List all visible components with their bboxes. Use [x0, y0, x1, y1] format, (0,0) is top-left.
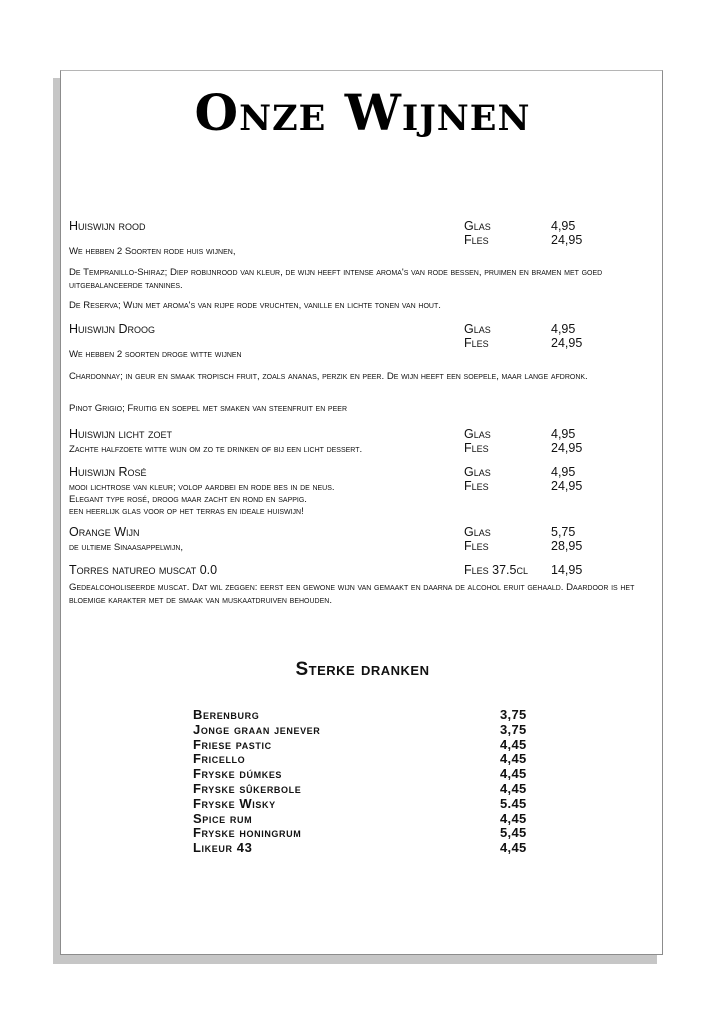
- glas-label: Glas: [464, 219, 491, 233]
- fles-label: Fles: [464, 441, 489, 455]
- wine-name-huiswijn-rose: Huiswijn Rosé: [69, 465, 147, 479]
- fles-price: 14,95: [551, 563, 583, 577]
- spirit-price: 4,45: [500, 736, 527, 752]
- spirit-price: 4,45: [500, 766, 527, 782]
- list-item: [193, 738, 538, 753]
- spirit-name: Fryske sûkerbole: [193, 780, 302, 796]
- list-item: [193, 752, 538, 767]
- spirit-name: Fryske dúmkes: [193, 766, 283, 782]
- list-item: [193, 797, 538, 812]
- spirit-price: 3,75: [500, 721, 527, 737]
- fles-label: Fles: [464, 233, 489, 247]
- spirit-name: Jonge graan jenever: [193, 721, 321, 737]
- wine-name-torres: Torres natureo muscat 0.0: [69, 563, 218, 577]
- wine-description: Zachte halfzoete witte wijn om zo te drinken of bij een licht dessert.: [69, 444, 363, 455]
- wine-description: De Reserva; Wijn met aroma's van rijpe rode vruchten, vanille en lichte tonen van hout.: [69, 300, 441, 311]
- spirit-price: 3,75: [500, 707, 527, 722]
- spirit-name: Spice rum: [193, 810, 253, 826]
- menu-page: [60, 70, 663, 955]
- glas-price: 4,95: [551, 427, 576, 441]
- list-item: [193, 826, 538, 841]
- wine-description: De Tempranillo-Shiraz; Diep robijnrood van kleur, de wijn heeft intense aroma's van rode bessen, pruimen en bramen met goed uitgebalanceerde tannines.: [69, 267, 603, 291]
- spirit-name: Friese pastic: [193, 736, 272, 752]
- wine-description: Elegant type rosé, droog maar zacht en rond en sappig.: [69, 494, 307, 505]
- list-item: [193, 841, 538, 856]
- list-item: [193, 723, 538, 738]
- spirit-name: Fricello: [193, 751, 246, 767]
- spirit-price: 4,45: [500, 840, 527, 856]
- glas-label: Glas: [464, 427, 491, 441]
- list-item: [193, 767, 538, 782]
- spirit-name: Fryske honingrum: [193, 825, 302, 841]
- wine-name-huiswijn-droog: Huiswijn Droog: [69, 322, 156, 336]
- list-item: [193, 782, 538, 797]
- wine-description: Gedealcoholiseerde muscat. Dat wil zeggen: eerst een gewone wijn van gemaakt en daarna de alcohol eruit gehaald. Daardoor is het bloemige karakter met de smaak van muskaatdruiven behouden.: [69, 582, 635, 606]
- fles-price: 24,95: [551, 479, 583, 493]
- wine-name-huiswijn-licht-zoet: Huiswijn licht zoet: [69, 427, 172, 441]
- fles-label: Fles: [464, 336, 489, 350]
- wine-description: een heerlijk glas voor op het terras en ideale huiswijn!: [69, 506, 304, 517]
- spirit-price: 5,45: [500, 825, 527, 841]
- glas-label: Glas: [464, 322, 491, 336]
- fles-price: 24,95: [551, 233, 583, 247]
- wine-intro: We hebben 2 soorten droge witte wijnen: [69, 349, 242, 360]
- glas-price: 4,95: [551, 219, 576, 233]
- glas-label: Glas: [464, 465, 491, 479]
- list-item: [193, 812, 538, 827]
- glas-price: 4,95: [551, 465, 576, 479]
- fles-price: 24,95: [551, 336, 583, 350]
- section-title-spirits: Sterke dranken: [295, 659, 430, 680]
- fles-price: 24,95: [551, 441, 583, 455]
- spirit-name: Berenburg: [193, 707, 260, 722]
- page-title: Onze Wijnen: [194, 83, 531, 142]
- wine-description: Pinot Grigio; Fruitig en soepel met smaken van steenfruit en peer: [69, 403, 347, 414]
- spirit-price: 5.45: [500, 795, 527, 811]
- spirit-price: 4,45: [500, 751, 527, 767]
- spirit-name: Fryske Wisky: [193, 795, 276, 811]
- glas-price: 4,95: [551, 322, 576, 336]
- spirit-price: 4,45: [500, 780, 527, 796]
- wine-description: mooi lichtrose van kleur; volop aardbei en rode bes in de neus.: [69, 482, 335, 493]
- fles-price: 28,95: [551, 539, 583, 553]
- spirits-list: [193, 708, 538, 856]
- fles-label: Fles 37.5cl: [464, 563, 528, 577]
- glas-price: 5,75: [551, 525, 576, 539]
- glas-label: Glas: [464, 525, 491, 539]
- wine-description: Chardonnay; in geur en smaak tropisch fruit, zoals ananas, perzik en peer. De wijn heeft een soepele, maar lange afdronk.: [69, 371, 588, 382]
- wine-name-huiswijn-rood: Huiswijn rood: [69, 219, 146, 233]
- spirit-price: 4,45: [500, 810, 527, 826]
- fles-label: Fles: [464, 479, 489, 493]
- wine-description: de ultieme Sinaasappelwijn,: [69, 542, 184, 553]
- spirit-name: Likeur 43: [193, 840, 253, 856]
- fles-label: Fles: [464, 539, 489, 553]
- wine-name-orange-wijn: Orange Wijn: [69, 525, 140, 539]
- wine-intro: We hebben 2 Soorten rode huis wijnen,: [69, 246, 236, 257]
- list-item: [193, 708, 538, 723]
